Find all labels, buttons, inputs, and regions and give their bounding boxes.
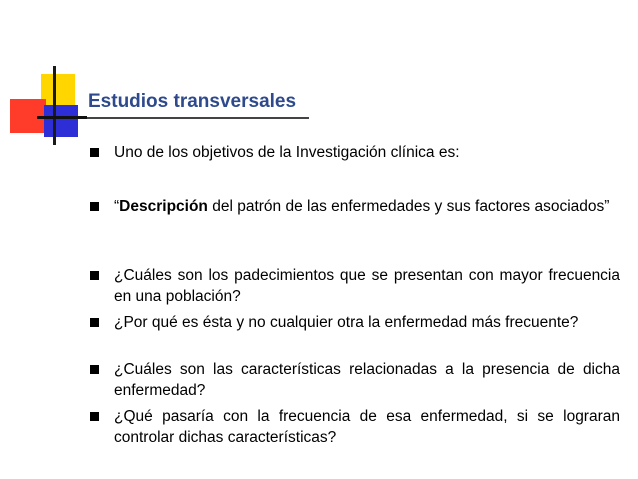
slide-title: Estudios transversales xyxy=(88,91,297,112)
decor-horizontal-accent xyxy=(37,116,87,119)
bullet-item-por-que xyxy=(85,312,620,333)
square-bullet-icon xyxy=(90,318,99,327)
bullet-text xyxy=(114,196,620,217)
bullet-open-quote: “ xyxy=(114,198,120,215)
bullet-text-rest: del patrón de las enfermedades y sus factores asociados” xyxy=(207,198,610,215)
decor-blue-square xyxy=(44,105,78,137)
bullet-text: ¿Qué pasaría con la frecuencia de esa enfermedad, si se lograran controlar dichas características? xyxy=(114,408,620,446)
decor-yellow-square xyxy=(41,74,75,106)
bullet-item-caracteristicas xyxy=(85,359,620,401)
bullet-item-objetivos xyxy=(85,142,620,163)
square-bullet-icon xyxy=(90,271,99,280)
square-bullet-icon xyxy=(90,148,99,157)
bullet-text: Uno de los objetivos de la Investigación clínica es: xyxy=(114,144,460,161)
bullet-text: ¿Cuáles son las características relacionadas a la presencia de dicha enfermedad? xyxy=(114,361,620,399)
bullet-item-descripcion xyxy=(85,196,620,217)
bullet-item-que-pasaria xyxy=(85,406,620,448)
bullet-text: ¿Por qué es ésta y no cualquier otra la enfermedad más frecuente? xyxy=(114,314,579,331)
bullet-bold-term: Descripción xyxy=(119,198,208,215)
bullet-text: ¿Cuáles son los padecimientos que se presentan con mayor frecuencia en una población? xyxy=(114,267,620,305)
square-bullet-icon xyxy=(90,412,99,421)
bullet-item-padecimientos xyxy=(85,265,620,307)
square-bullet-icon xyxy=(90,365,99,374)
square-bullet-icon xyxy=(90,202,99,211)
decor-vertical-line xyxy=(53,66,56,145)
